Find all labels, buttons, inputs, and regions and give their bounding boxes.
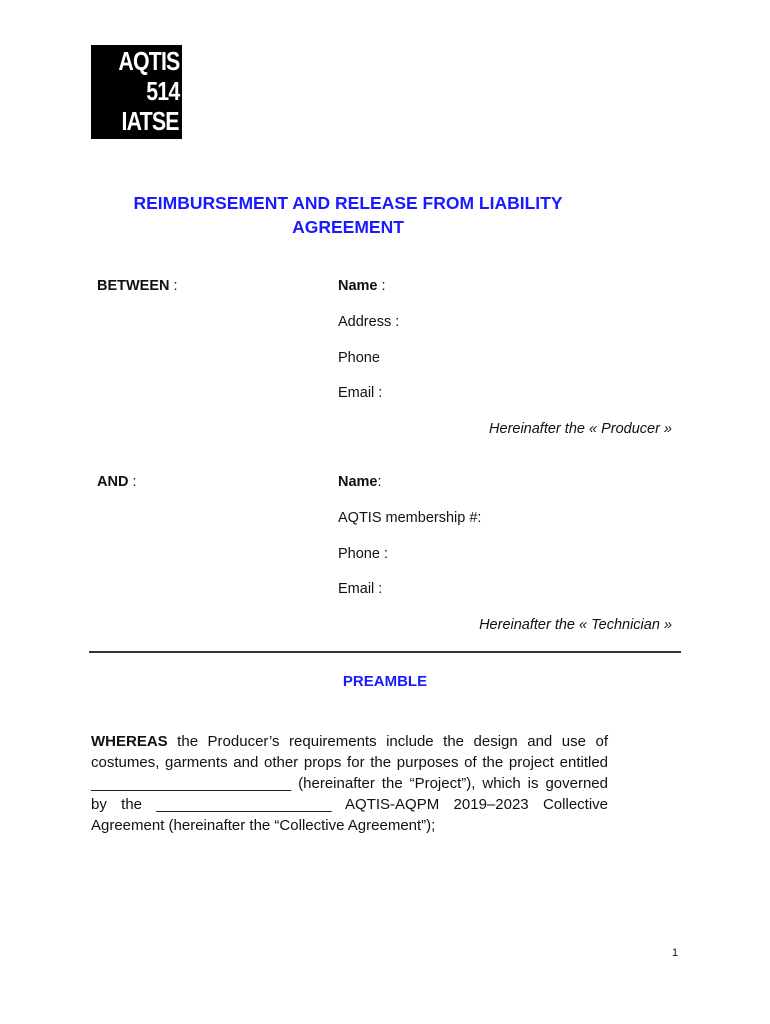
producer-designation: Hereinafter the « Producer » xyxy=(489,421,672,437)
technician-phone-field: Phone : xyxy=(338,546,388,562)
and-label xyxy=(97,473,136,491)
producer-name-suffix: : xyxy=(377,278,386,294)
producer-name-field xyxy=(338,277,386,295)
producer-phone-field: Phone xyxy=(338,350,380,366)
whereas-text: the Producer’s requirements include the design and use of costumes, garments and other props for the purposes of the project entitled ________________________ (hereinafter the “Project”), which is governed by the _____________________ AQTIS-AQPM 2019–2023 Collective Agreement (hereinafter the “Collective Agreement”); xyxy=(91,733,608,834)
technician-designation: Hereinafter the « Technician » xyxy=(479,617,672,633)
preamble-heading: PREAMBLE xyxy=(342,673,428,690)
between-label-text: BETWEEN xyxy=(97,278,170,294)
whereas-paragraph xyxy=(91,731,608,836)
whereas-keyword: WHEREAS xyxy=(91,733,168,750)
section-divider xyxy=(89,651,681,653)
producer-email-field: Email : xyxy=(338,385,383,401)
technician-name-field xyxy=(338,473,382,491)
between-label-colon: : xyxy=(169,278,178,294)
producer-address-field: Address : xyxy=(338,314,400,330)
technician-email-field: Email : xyxy=(338,581,383,597)
technician-membership-field: AQTIS membership #: xyxy=(338,510,482,526)
between-label xyxy=(97,277,178,295)
document-title xyxy=(80,191,616,239)
logo-line-aqtis: AQTIS xyxy=(117,46,179,76)
title-line-2: AGREEMENT xyxy=(292,217,404,237)
technician-name-label: Name xyxy=(338,474,378,490)
logo-line-iatse: IATSE xyxy=(121,106,179,136)
logo-line-514: 514 xyxy=(145,76,179,106)
title-line-1: REIMBURSEMENT AND RELEASE FROM LIABILITY xyxy=(133,193,563,213)
aqtis-logo xyxy=(91,45,182,139)
and-label-colon: : xyxy=(128,474,137,490)
and-label-text: AND xyxy=(97,474,129,490)
technician-name-suffix: : xyxy=(377,474,382,490)
page-number: 1 xyxy=(672,947,679,959)
producer-name-label: Name xyxy=(338,278,378,294)
